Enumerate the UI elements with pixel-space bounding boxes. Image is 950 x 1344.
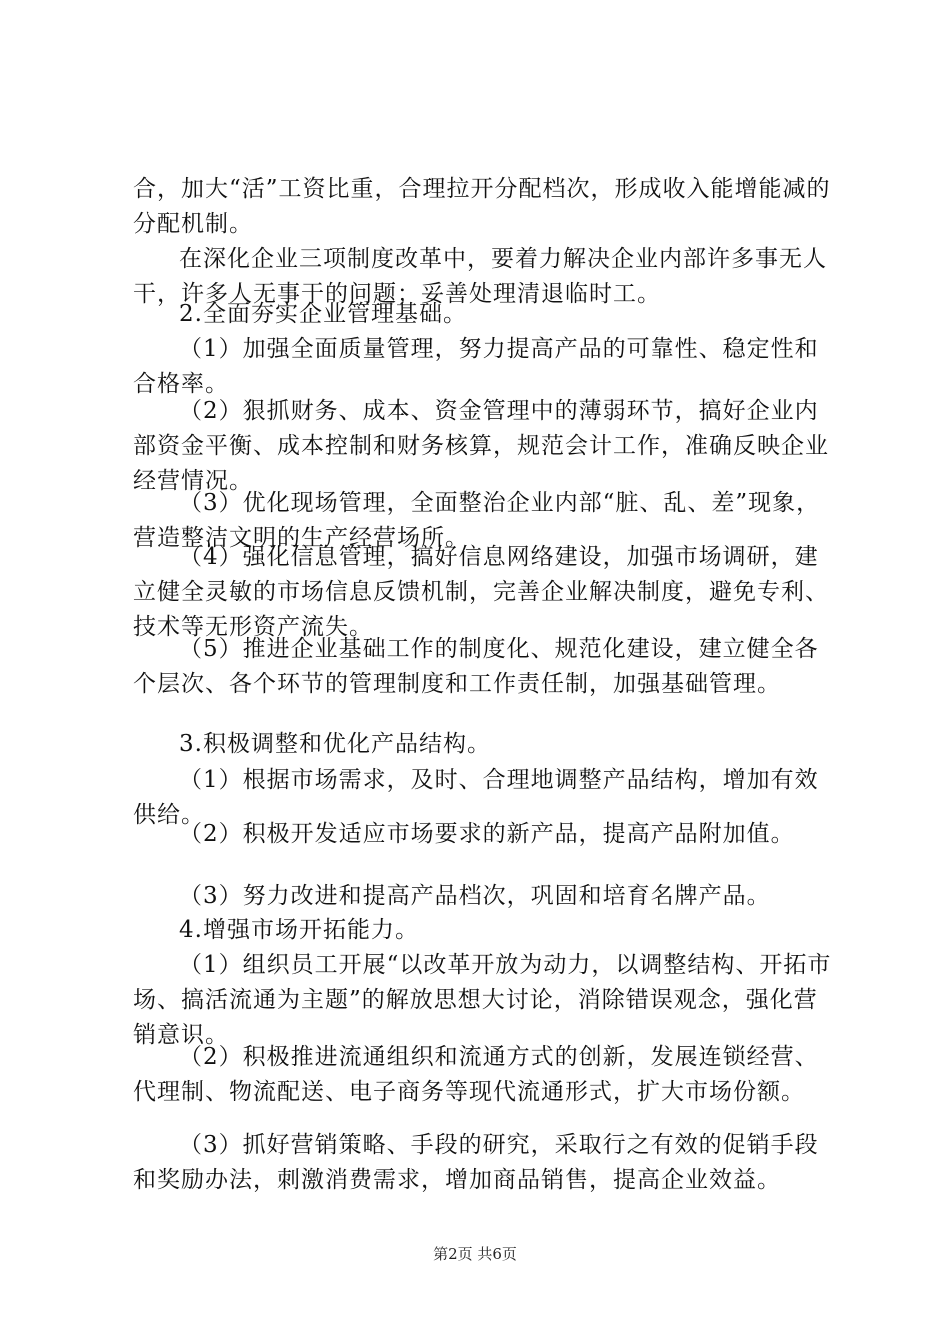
paragraph-2-1: （1）加强全面质量管理，努力提高产品的可靠性、稳定性和合格率。 (133, 336, 819, 397)
paragraph-4-3: （3）抓好营销策略、手段的研究，采取行之有效的促销手段和奖励办法，刺激消费需求，增加商品销售，提高企业效益。 (133, 1132, 819, 1193)
paragraph-3-2: （2）积极开发适应市场要求的新产品，提高产品附加值。 (179, 821, 795, 847)
paragraph-2-4: （4）强化信息管理，搞好信息网络建设，加强市场调研，建立健全灵敏的市场信息反馈机制，完善企业解决制度，避免专利、技术等无形资产流失。 (133, 544, 829, 640)
heading-section-4: 4.增强市场开拓能力。 (179, 917, 419, 943)
page-number-footer: 第2页 共6页 (433, 1245, 517, 1263)
paragraph-3-3: （3）努力改进和提高产品档次，巩固和培育名牌产品。 (179, 883, 771, 909)
paragraph-2-5: （5）推进企业基础工作的制度化、规范化建设，建立健全各个层次、各个环节的管理制度和工作责任制，加强基础管理。 (133, 636, 819, 697)
paragraph-1: 合，加大“活”工资比重，合理拉开分配档次，形成收入能增能减的分配机制。 (133, 176, 831, 237)
heading-section-2: 2.全面夯实企业管理基础。 (179, 301, 467, 327)
paragraph-4-1: （1）组织员工开展“以改革开放为动力，以调整结构、开拓市场、搞活流通为主题”的解放思想大讨论，消除错误观念，强化营销意识。 (133, 952, 832, 1048)
paragraph-4-2: （2）积极推进流通组织和流通方式的创新，发展连锁经营、代理制、物流配送、电子商务等现代流通形式，扩大市场份额。 (133, 1044, 819, 1105)
heading-section-3: 3.积极调整和优化产品结构。 (179, 731, 491, 757)
paragraph-2: 在深化企业三项制度改革中，要着力解决企业内部许多事无人干，许多人无事干的问题；妥善处理清退临时工。 (133, 246, 827, 307)
paragraph-2-2: （2）狠抓财务、成本、资金管理中的薄弱环节，搞好企业内部资金平衡、成本控制和财务核算，规范会计工作，准确反映企业经营情况。 (133, 398, 829, 494)
paragraph-3-1: （1）根据市场需求，及时、合理地调整产品结构，增加有效供给。 (133, 767, 819, 828)
paragraph-2-3: （3）优化现场管理，全面整治企业内部“脏、乱、差”现象，营造整洁文明的生产经营场所。 (133, 490, 821, 551)
